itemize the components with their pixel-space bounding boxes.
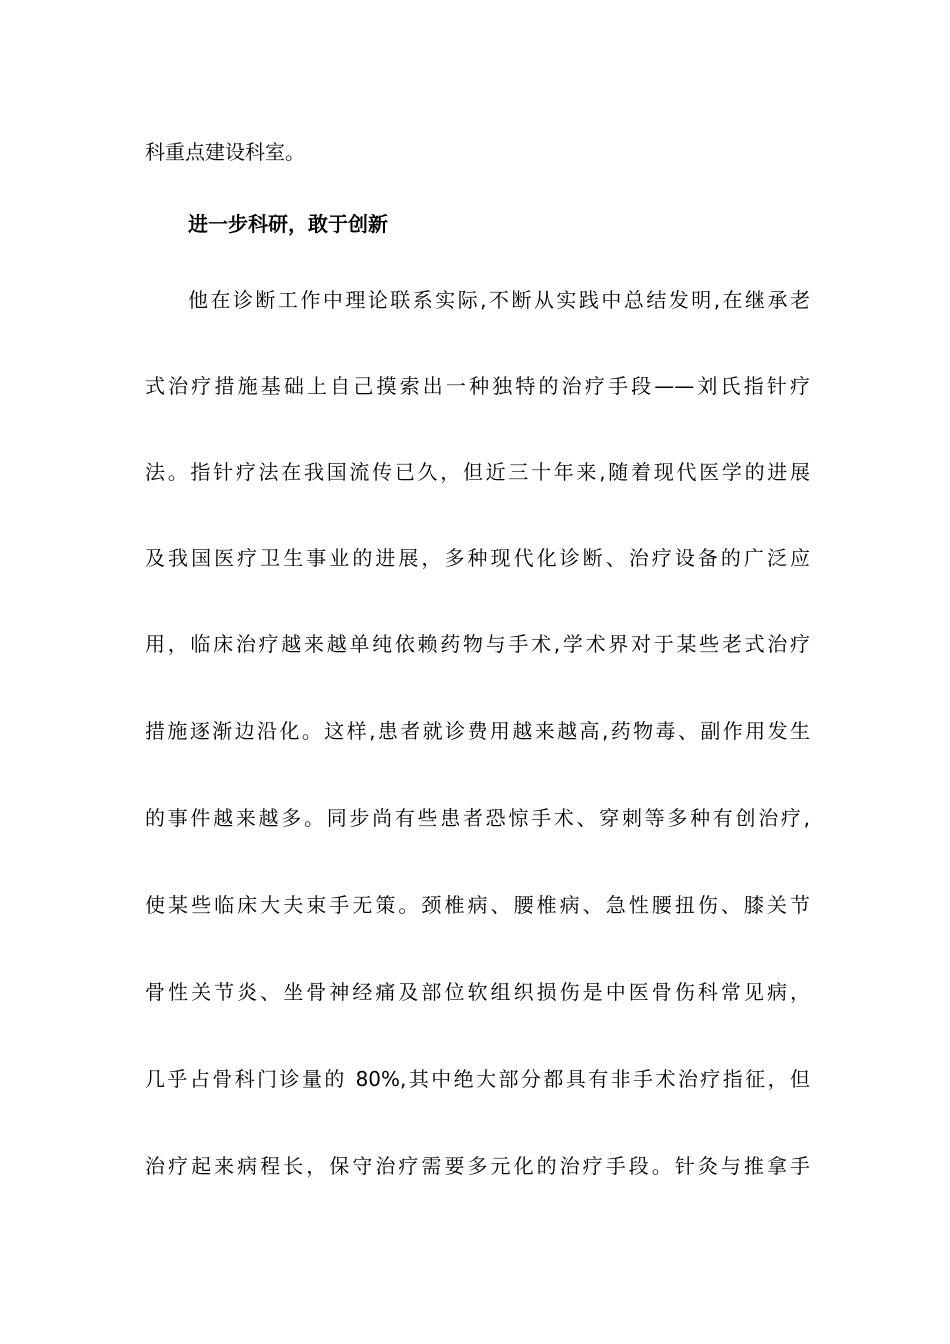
paragraph-line: 及我国医疗卫生事业的进展，多种现代化诊断、治疗设备的广泛应 [145,546,810,570]
paragraph-line: 几乎占骨科门诊量的 80%,其中绝大部分都具有非手术治疗指征，但 [145,1067,810,1091]
paragraph-line: 他在诊断工作中理论联系实际,不断从实践中总结发明,在继承老 [188,288,810,312]
paragraph-line: 法。指针疗法在我国流传已久，但近三十年来,随着现代医学的进展 [145,460,810,484]
lead-line: 科重点建设科室。 [145,140,305,164]
paragraph-line: 骨性关节炎、坐骨神经痛及部位软组织损伤是中医骨伤科常见病， [145,980,810,1004]
paragraph-line: 的事件越来越多。同步尚有些患者恐惊手术、穿刺等多种有创治疗, [145,806,810,830]
section-heading: 进一步科研，敢于创新 [188,212,388,236]
paragraph-line: 用，临床治疗越来越单纯依赖药物与手术,学术界对于某些老式治疗 [145,632,810,656]
paragraph-line: 治疗起来病程长，保守治疗需要多元化的治疗手段。针灸与推拿手 [145,1154,810,1178]
paragraph-line: 使某些临床大夫束手无策。颈椎病、腰椎病、急性腰扭伤、膝关节 [145,893,810,917]
paragraph-line: 式治疗措施基础上自己摸索出一种独特的治疗手段——刘氏指针疗 [145,374,810,398]
paragraph-line: 措施逐渐边沿化。这样,患者就诊费用越来越高,药物毒、副作用发生 [145,719,810,743]
